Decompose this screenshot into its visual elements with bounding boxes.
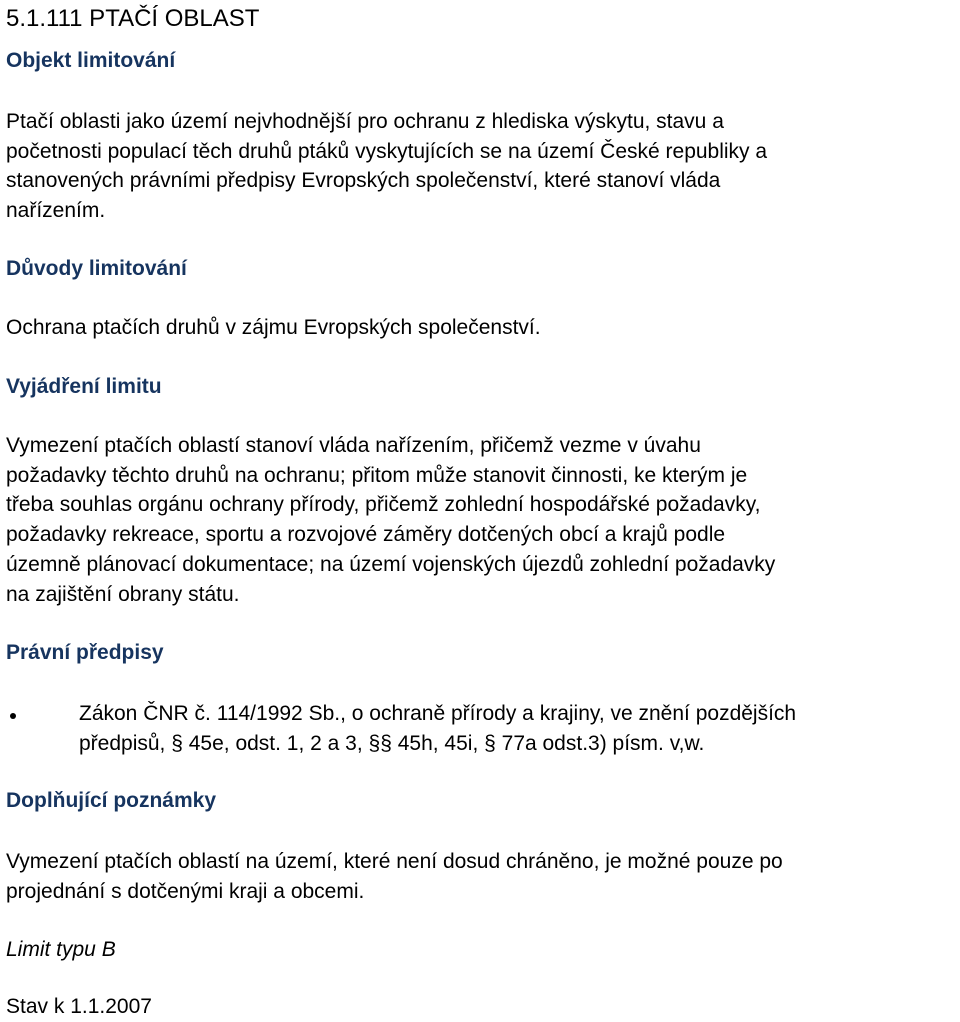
heading-objekt: Objekt limitování	[6, 49, 176, 72]
bullet-dot	[10, 713, 16, 719]
status-date: Stav k 1.1.2007	[6, 995, 152, 1018]
heading-vyjadreni: Vyjádření limitu	[6, 375, 162, 398]
page-title: 5.1.111 PTAČÍ OBLAST	[6, 5, 260, 32]
heading-duvody: Důvody limitování	[6, 257, 187, 280]
vyjadreni-line-2: požadavky těchto druhů na ochranu; přitom může stanovit činnosti, ke kterým je	[6, 464, 748, 487]
vyjadreni-line-3: třeba souhlas orgánu ochrany přírody, přičemž zohlední hospodářské požadavky,	[6, 493, 761, 516]
doplnujici-line-2: projednání s dotčenými kraji a obcemi.	[6, 880, 365, 903]
vyjadreni-line-4: požadavky rekreace, sportu a rozvojové záměry dotčených obcí a krajů podle	[6, 523, 726, 546]
vyjadreni-line-6: na zajištění obrany státu.	[6, 583, 240, 606]
heading-pravni: Právní předpisy	[6, 641, 164, 664]
objekt-line-3: stanovených právními předpisy Evropských společenství, které stanoví vláda	[6, 169, 721, 192]
pravni-bullet-line-1: Zákon ČNR č. 114/1992 Sb., o ochraně přírody a krajiny, ve znění pozdějších	[79, 702, 797, 725]
doplnujici-line-1: Vymezení ptačích oblastí na území, které není dosud chráněno, je možné pouze po	[6, 850, 783, 873]
duvody-line-1: Ochrana ptačích druhů v zájmu Evropských společenství.	[6, 316, 541, 339]
pravni-bullet-line-2: předpisů, § 45e, odst. 1, 2 a 3, §§ 45h, 45i, § 77a odst.3) písm. v,w.	[79, 732, 705, 755]
vyjadreni-line-1: Vymezení ptačích oblastí stanoví vláda nařízením, přičemž vezme v úvahu	[6, 434, 701, 457]
vyjadreni-line-5: územně plánovací dokumentace; na území vojenských újezdů zohlední požadavky	[6, 553, 776, 576]
limit-type: Limit typu B	[6, 938, 116, 961]
objekt-line-1: Ptačí oblasti jako území nejvhodnější pro ochranu z hlediska výskytu, stavu a	[6, 110, 724, 133]
objekt-line-4: nařízením.	[6, 199, 106, 222]
heading-doplnujici: Doplňující poznámky	[6, 789, 217, 812]
objekt-line-2: početnosti populací těch druhů ptáků vyskytujících se na území České republiky a	[6, 140, 768, 163]
